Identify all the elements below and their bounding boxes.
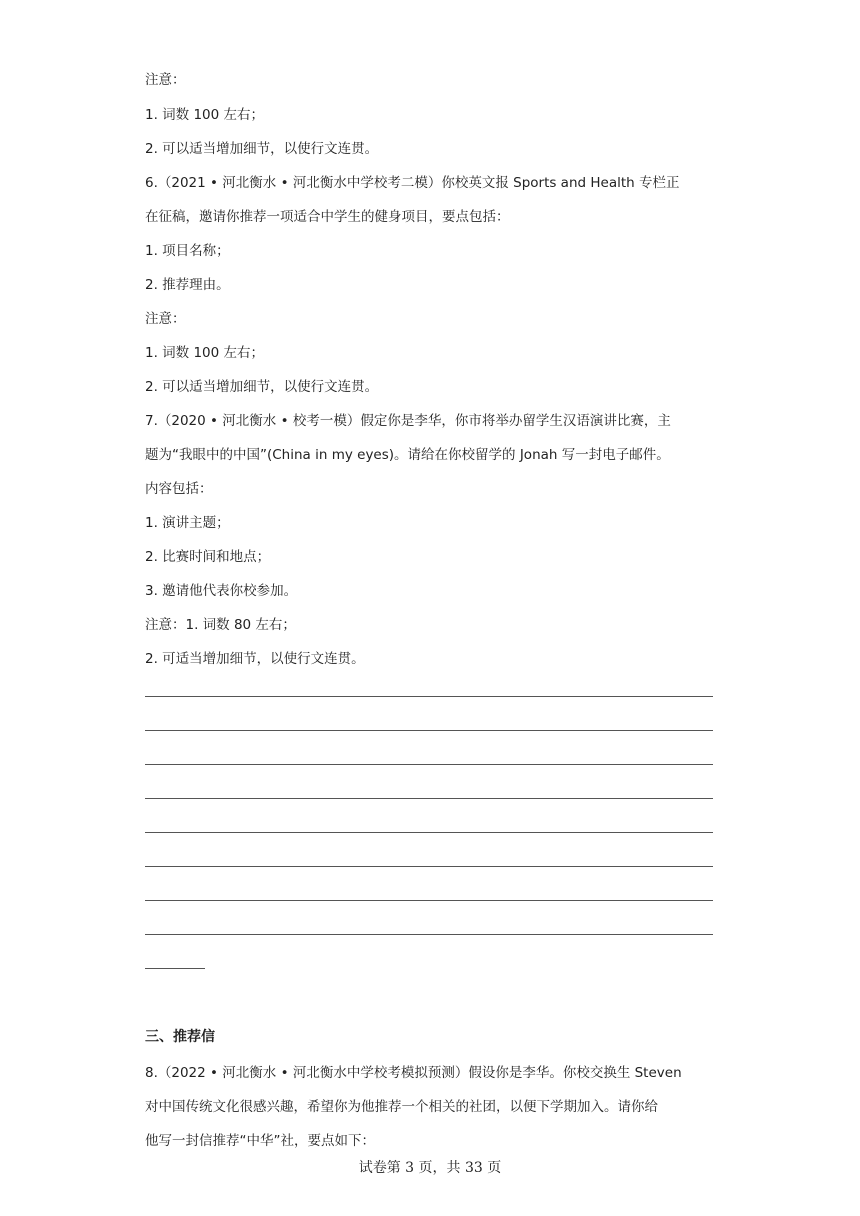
question-8-line-1: 8.（2022 • 河北衡水 • 河北衡水中学校考模拟预测）假设你是李华。你校交换生 Steven [145, 1065, 682, 1081]
answer-line[interactable] [145, 730, 713, 731]
question-7-point-1: 1. 演讲主题； [145, 515, 230, 531]
answer-line[interactable] [145, 934, 713, 935]
answer-line[interactable] [145, 696, 713, 697]
question-7-note-2: 2. 可适当增加细节，以使行文连贯。 [145, 651, 365, 667]
question-8-line-2: 对中国传统文化很感兴趣，希望你为他推荐一个相关的社团，以便下学期加入。请你给 [145, 1099, 658, 1115]
note-item-1b: 1. 词数 100 左右； [145, 345, 265, 361]
question-8-line-3: 他写一封信推荐“中华”社，要点如下： [145, 1133, 375, 1149]
note-heading: 注意： [145, 72, 186, 88]
answer-line[interactable] [145, 798, 713, 799]
question-6-line-1: 6.（2021 • 河北衡水 • 河北衡水中学校考二模）你校英文报 Sports and Health 专栏正 [145, 175, 680, 191]
question-7-line-1: 7.（2020 • 河北衡水 • 校考一模）假定你是李华，你市将举办留学生汉语演讲比赛，主 [145, 413, 671, 429]
question-7-note-1: 注意：1. 词数 80 左右； [145, 617, 296, 633]
question-6-point-2: 2. 推荐理由。 [145, 277, 230, 293]
question-6-point-1: 1. 项目名称； [145, 243, 230, 259]
exam-page [145, 0, 715, 1216]
note-item-2b: 2. 可以适当增加细节，以使行文连贯。 [145, 379, 379, 395]
note-item-1: 1. 词数 100 左右； [145, 107, 265, 123]
page-footer: 试卷第 3 页，共 33 页 [358, 1160, 502, 1176]
question-7-point-3: 3. 邀请他代表你校参加。 [145, 583, 298, 599]
answer-line-end[interactable] [145, 968, 205, 969]
section-heading: 三、推荐信 [145, 1029, 215, 1045]
answer-line[interactable] [145, 900, 713, 901]
note-heading-2: 注意： [145, 311, 186, 327]
answer-line[interactable] [145, 866, 713, 867]
note-item-2: 2. 可以适当增加细节，以使行文连贯。 [145, 141, 379, 157]
question-7-line-2: 题为“我眼中的中国”(China in my eyes)。请给在你校留学的 Jonah 写一封电子邮件。 [145, 447, 670, 463]
answer-line[interactable] [145, 832, 713, 833]
question-7-content-heading: 内容包括： [145, 481, 213, 497]
question-7-point-2: 2. 比赛时间和地点； [145, 549, 271, 565]
answer-line[interactable] [145, 764, 713, 765]
question-6-line-2: 在征稿，邀请你推荐一项适合中学生的健身项目，要点包括： [145, 209, 510, 225]
